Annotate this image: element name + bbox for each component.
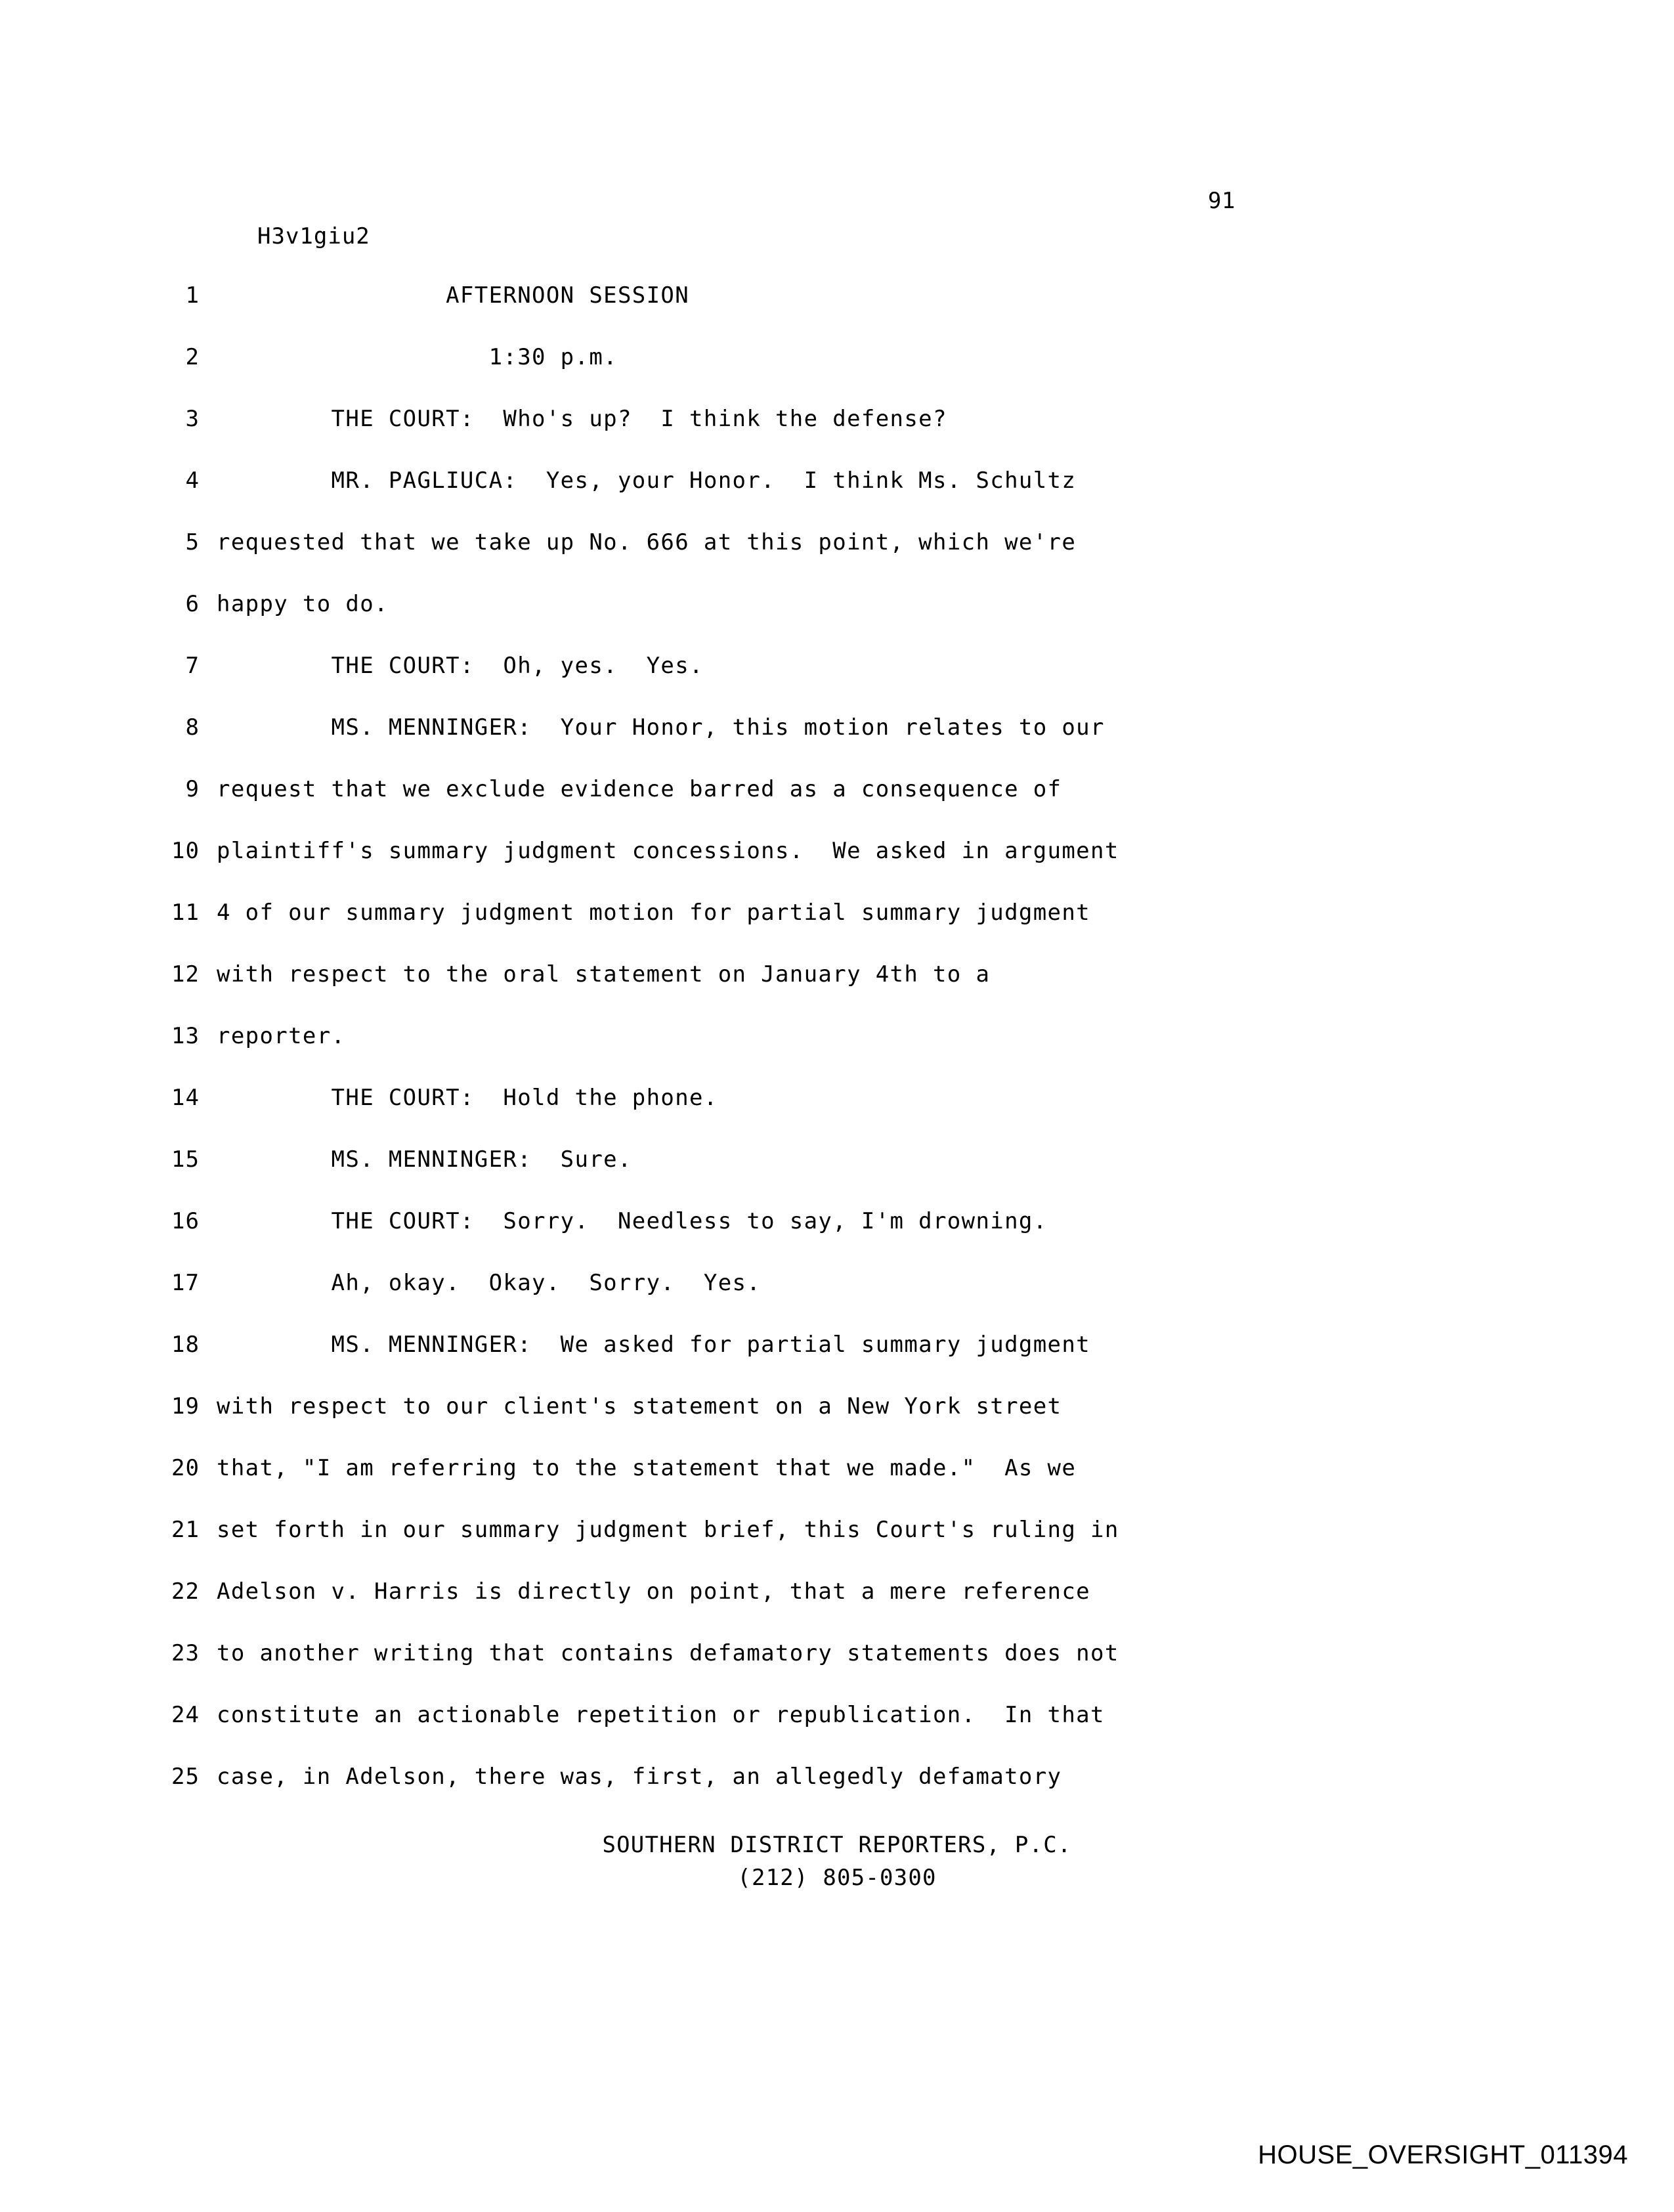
line-text: to another writing that contains defamatory statements does not <box>217 1640 1119 1666</box>
transcript-line <box>0 1702 1674 1764</box>
line-text: THE COURT: Hold the phone. <box>217 1085 718 1111</box>
line-text: happy to do. <box>217 591 389 617</box>
line-number: 4 <box>185 467 200 494</box>
transcript-body <box>0 282 1674 1825</box>
line-number: 16 <box>171 1208 200 1234</box>
transcript-line <box>0 714 1674 776</box>
page-footer <box>0 1832 1674 1891</box>
line-text: with respect to the oral statement on January 4th to a <box>217 961 991 987</box>
line-number: 20 <box>171 1455 200 1481</box>
line-text: AFTERNOON SESSION <box>217 282 690 309</box>
line-number: 22 <box>171 1578 200 1605</box>
transcript-line <box>0 1640 1674 1702</box>
line-text: MS. MENNINGER: Your Honor, this motion relates to our <box>217 714 1105 741</box>
line-text: Ah, okay. Okay. Sorry. Yes. <box>217 1270 762 1296</box>
line-number: 17 <box>171 1270 200 1296</box>
transcript-line <box>0 1146 1674 1208</box>
transcript-line <box>0 1455 1674 1517</box>
line-number: 25 <box>171 1764 200 1790</box>
line-text: THE COURT: Oh, yes. Yes. <box>217 653 704 679</box>
document-id: H3v1giu2 <box>257 223 370 249</box>
transcript-line <box>0 1332 1674 1393</box>
line-number: 6 <box>185 591 200 617</box>
transcript-line <box>0 406 1674 467</box>
line-number: 8 <box>185 714 200 741</box>
transcript-line <box>0 591 1674 653</box>
line-text: with respect to our client's statement on a New York street <box>217 1393 1062 1420</box>
line-text: plaintiff's summary judgment concessions. We asked in argument <box>217 838 1119 864</box>
line-number: 12 <box>171 961 200 987</box>
page-number: 91 <box>1208 188 1235 214</box>
line-number: 13 <box>171 1023 200 1049</box>
transcript-line <box>0 529 1674 591</box>
bates-stamp: HOUSE_OVERSIGHT_011394 <box>1258 2140 1628 2169</box>
line-text: 1:30 p.m. <box>217 344 618 370</box>
line-number: 10 <box>171 838 200 864</box>
transcript-line <box>0 1023 1674 1085</box>
line-number: 14 <box>171 1085 200 1111</box>
line-text: reporter. <box>217 1023 346 1049</box>
line-number: 2 <box>185 344 200 370</box>
line-text: THE COURT: Sorry. Needless to say, I'm drowning. <box>217 1208 1048 1234</box>
line-number: 11 <box>171 900 200 926</box>
line-number: 5 <box>185 529 200 555</box>
line-number: 19 <box>171 1393 200 1420</box>
transcript-line <box>0 282 1674 344</box>
line-text: Adelson v. Harris is directly on point, that a mere reference <box>217 1578 1091 1605</box>
transcript-line <box>0 1578 1674 1640</box>
line-text: constitute an actionable repetition or republication. In that <box>217 1702 1105 1728</box>
transcript-line <box>0 1517 1674 1578</box>
line-text: THE COURT: Who's up? I think the defense? <box>217 406 947 432</box>
transcript-line <box>0 467 1674 529</box>
transcript-line <box>0 1085 1674 1146</box>
transcript-line <box>0 653 1674 714</box>
line-number: 15 <box>171 1146 200 1173</box>
line-number: 18 <box>171 1332 200 1358</box>
transcript-line <box>0 776 1674 838</box>
line-text: MS. MENNINGER: Sure. <box>217 1146 632 1173</box>
line-text: that, "I am referring to the statement that we made." As we <box>217 1455 1077 1481</box>
transcript-line <box>0 1270 1674 1332</box>
line-number: 21 <box>171 1517 200 1543</box>
transcript-line <box>0 1208 1674 1270</box>
line-number: 9 <box>185 776 200 802</box>
line-text: set forth in our summary judgment brief, this Court's ruling in <box>217 1517 1119 1543</box>
reporter-phone: (212) 805-0300 <box>737 1865 937 1891</box>
transcript-line <box>0 1393 1674 1455</box>
line-text: requested that we take up No. 666 at this point, which we're <box>217 529 1077 555</box>
transcript-line <box>0 838 1674 900</box>
line-text: MS. MENNINGER: We asked for partial summary judgment <box>217 1332 1091 1358</box>
line-number: 23 <box>171 1640 200 1666</box>
transcript-line <box>0 1764 1674 1825</box>
reporter-name: SOUTHERN DISTRICT REPORTERS, P.C. <box>602 1832 1072 1858</box>
transcript-line <box>0 900 1674 961</box>
line-text: 4 of our summary judgment motion for partial summary judgment <box>217 900 1091 926</box>
line-text: request that we exclude evidence barred as a consequence of <box>217 776 1062 802</box>
line-number: 7 <box>185 653 200 679</box>
transcript-line <box>0 344 1674 406</box>
line-number: 1 <box>185 282 200 309</box>
line-number: 3 <box>185 406 200 432</box>
line-text: MR. PAGLIUCA: Yes, your Honor. I think Ms. Schultz <box>217 467 1077 494</box>
transcript-line <box>0 961 1674 1023</box>
line-number: 24 <box>171 1702 200 1728</box>
line-text: case, in Adelson, there was, first, an allegedly defamatory <box>217 1764 1062 1790</box>
